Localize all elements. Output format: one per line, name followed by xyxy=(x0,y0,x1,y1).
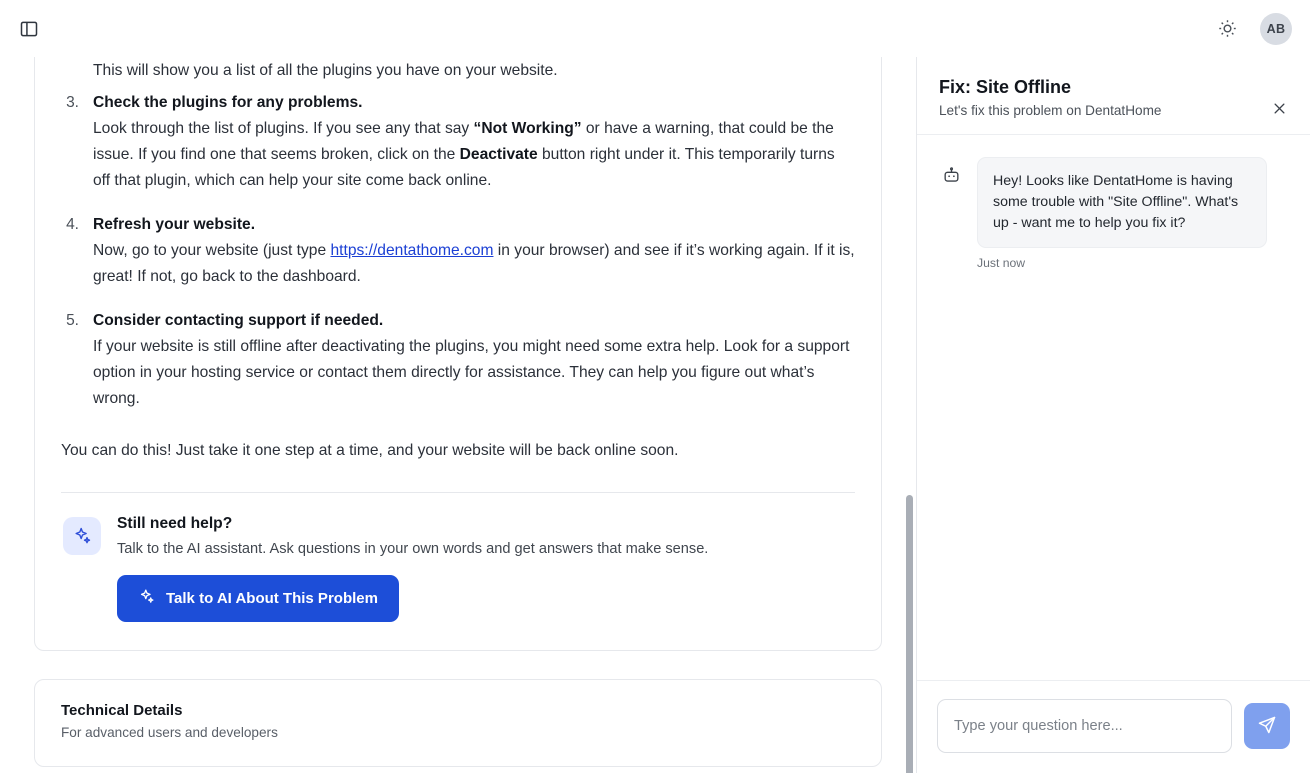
still-need-help-section xyxy=(61,515,855,622)
step-text: If your website is still offline after deactivating the plugins, you might need some extra help. Look for a support option in your hosting service or contact them directly for assistance. They can help you figure out what’s wrong. xyxy=(93,338,850,407)
talk-to-ai-button-label: Talk to AI About This Problem xyxy=(166,590,378,607)
chat-panel xyxy=(916,57,1310,773)
avatar-initials: AB xyxy=(1266,21,1286,36)
technical-details-title: Technical Details xyxy=(61,702,183,719)
step-text-part: Now, go to your website (just type xyxy=(93,242,331,259)
step-title: Consider contacting support if needed. xyxy=(93,312,384,329)
step-text-part: Look through the list of plugins. If you see any that say xyxy=(93,120,474,137)
list-item xyxy=(61,212,855,290)
talk-to-ai-button[interactable] xyxy=(117,575,399,622)
send-button[interactable] xyxy=(1244,703,1290,749)
step-number: 3. xyxy=(66,94,79,111)
step-body xyxy=(93,308,855,412)
chat-input[interactable] xyxy=(937,699,1232,753)
step-title: Refresh your website. xyxy=(93,216,256,233)
chat-subtitle: Let's fix this problem on DentatHome xyxy=(939,103,1162,118)
lead-line: This will show you a list of all the plugins you have on your website. xyxy=(93,62,558,79)
content-scrollbar[interactable] xyxy=(904,114,916,773)
sparkles-icon xyxy=(138,588,155,609)
chat-input-bar xyxy=(917,680,1310,773)
step-text xyxy=(93,120,835,189)
still-need-help-title: Still need help? xyxy=(117,515,233,532)
close-icon[interactable] xyxy=(1268,97,1290,119)
closing-text: You can do this! Just take it one step at a time, and your website will be back online soon. xyxy=(61,442,679,459)
list-item xyxy=(61,90,855,194)
step-text-part: Deactivate xyxy=(459,146,538,163)
top-bar-right xyxy=(1212,13,1292,45)
still-need-help-body xyxy=(117,515,708,622)
website-link[interactable]: https://dentathome.com xyxy=(330,242,494,259)
send-icon xyxy=(1257,715,1277,738)
step-text-part: in your browser) and see if it’s working again. If it is, great! If not, go back to the dashboard. xyxy=(93,242,855,285)
chat-message xyxy=(939,157,1288,248)
step-body xyxy=(93,212,855,290)
avatar[interactable] xyxy=(1260,13,1292,45)
panel-left-icon[interactable] xyxy=(14,14,44,44)
main-content xyxy=(0,57,916,773)
steps-list xyxy=(61,90,855,412)
content-scrollbar-thumb[interactable] xyxy=(906,495,913,773)
step-text-part: or have a warning, that could be the issue. If you find one that seems broken, click on the xyxy=(93,120,834,163)
still-need-help-subtitle: Talk to the AI assistant. Ask questions in your own words and get answers that make sense. xyxy=(117,541,709,557)
technical-details-card[interactable] xyxy=(34,679,882,767)
chat-message-list xyxy=(917,135,1310,680)
chat-header xyxy=(917,57,1310,135)
chat-message-bubble: Hey! Looks like DentatHome is having some trouble with "Site Offline". What's up - want me to help you fix it? xyxy=(977,157,1267,248)
sun-icon[interactable] xyxy=(1212,14,1242,44)
sparkles-icon xyxy=(63,517,101,555)
step-number: 4. xyxy=(66,216,79,233)
list-item xyxy=(61,308,855,412)
chat-title: Fix: Site Offline xyxy=(939,77,1072,97)
step-text-part: button right under it. This temporarily turns off that plugin, which can help your site come back online. xyxy=(93,146,835,189)
robot-icon xyxy=(939,163,963,187)
step-body xyxy=(93,90,855,194)
step-number: 5. xyxy=(66,312,79,329)
step-title: Check the plugins for any problems. xyxy=(93,94,363,111)
step-text xyxy=(93,242,855,285)
technical-details-subtitle: For advanced users and developers xyxy=(61,725,278,740)
divider xyxy=(61,492,855,493)
step-text-part: “Not Working” xyxy=(473,120,582,137)
top-bar xyxy=(0,0,1310,57)
chat-message-time: Just now xyxy=(977,256,1026,270)
solution-card xyxy=(34,57,882,651)
content-inner xyxy=(0,57,916,767)
